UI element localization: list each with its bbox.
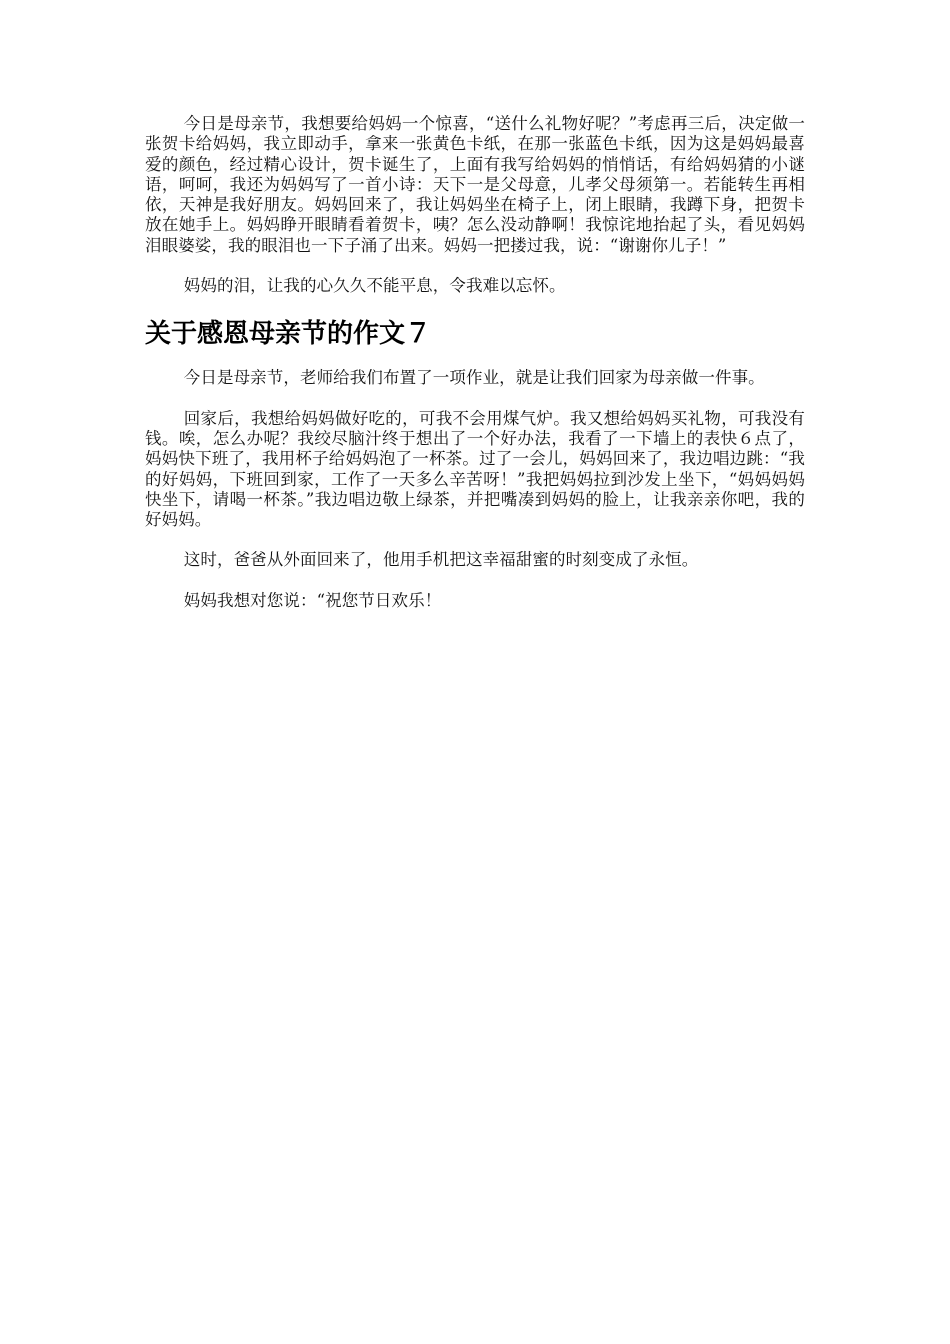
paragraph-mother-tears: 妈妈的泪，让我的心久久不能平息，令我难以忘怀。 [183,276,566,296]
paragraph-tea-story: 回家后，我想给妈妈做好吃的，可我不会用煤气炉。我又想给妈妈买礼物，可我没有钱。唉，怎么办呢？我绞尽脑汁终于想出了一个好办法，我看了一下墙上的表快６点了，妈妈快下班了，我用杯子给妈妈泡了一杯茶。过了一会儿，妈妈回来了，我边唱边跳：“我的好妈妈，下班回到家，工作了一天多么辛苦呀！”我把妈妈拉到沙发上坐下，“妈妈妈妈快坐下，请喝一杯茶。”我边唱边敬上绿茶，并把嘴凑到妈妈的脸上，让我亲亲你吧，我的好妈妈。 [145,408,805,530]
document-body [145,114,805,611]
paragraph-father-photo: 这时，爸爸从外面回来了，他用手机把这幸福甜蜜的时刻变成了永恒。 [183,550,699,570]
paragraph-greeting-card-story: 今日是母亲节，我想要给妈妈一个惊喜，“送什么礼物好呢？”考虑再三后，决定做一张贺卡给妈妈，我立即动手，拿来一张黄色卡纸，在那一张蓝色卡纸，因为这是妈妈最喜爱的颜色，经过精心设计，贺卡诞生了，上面有我写给妈妈的悄悄话，有给妈妈猜的小谜语，呵呵，我还为妈妈写了一首小诗：天下一是父母意，儿孝父母须第一。若能转生再相依，天神是我好朋友。妈妈回来了，我让妈妈坐在椅子上，闭上眼睛，我蹲下身，把贺卡放在她手上。妈妈睁开眼睛看着贺卡，咦？怎么没动静啊！我惊诧地抬起了头，看见妈妈泪眼婆娑，我的眼泪也一下子涌了出来。妈妈一把搂过我，说：“谢谢你儿子！” [145,114,805,255]
section-heading: 关于感恩母亲节的作文７ [145,319,432,350]
paragraph-closing-wish: 妈妈我想对您说：“祝您节日欢乐！ [183,590,442,610]
paragraph-homework: 今日是母亲节，老师给我们布置了一项作业，就是让我们回家为母亲做一件事。 [183,368,765,388]
